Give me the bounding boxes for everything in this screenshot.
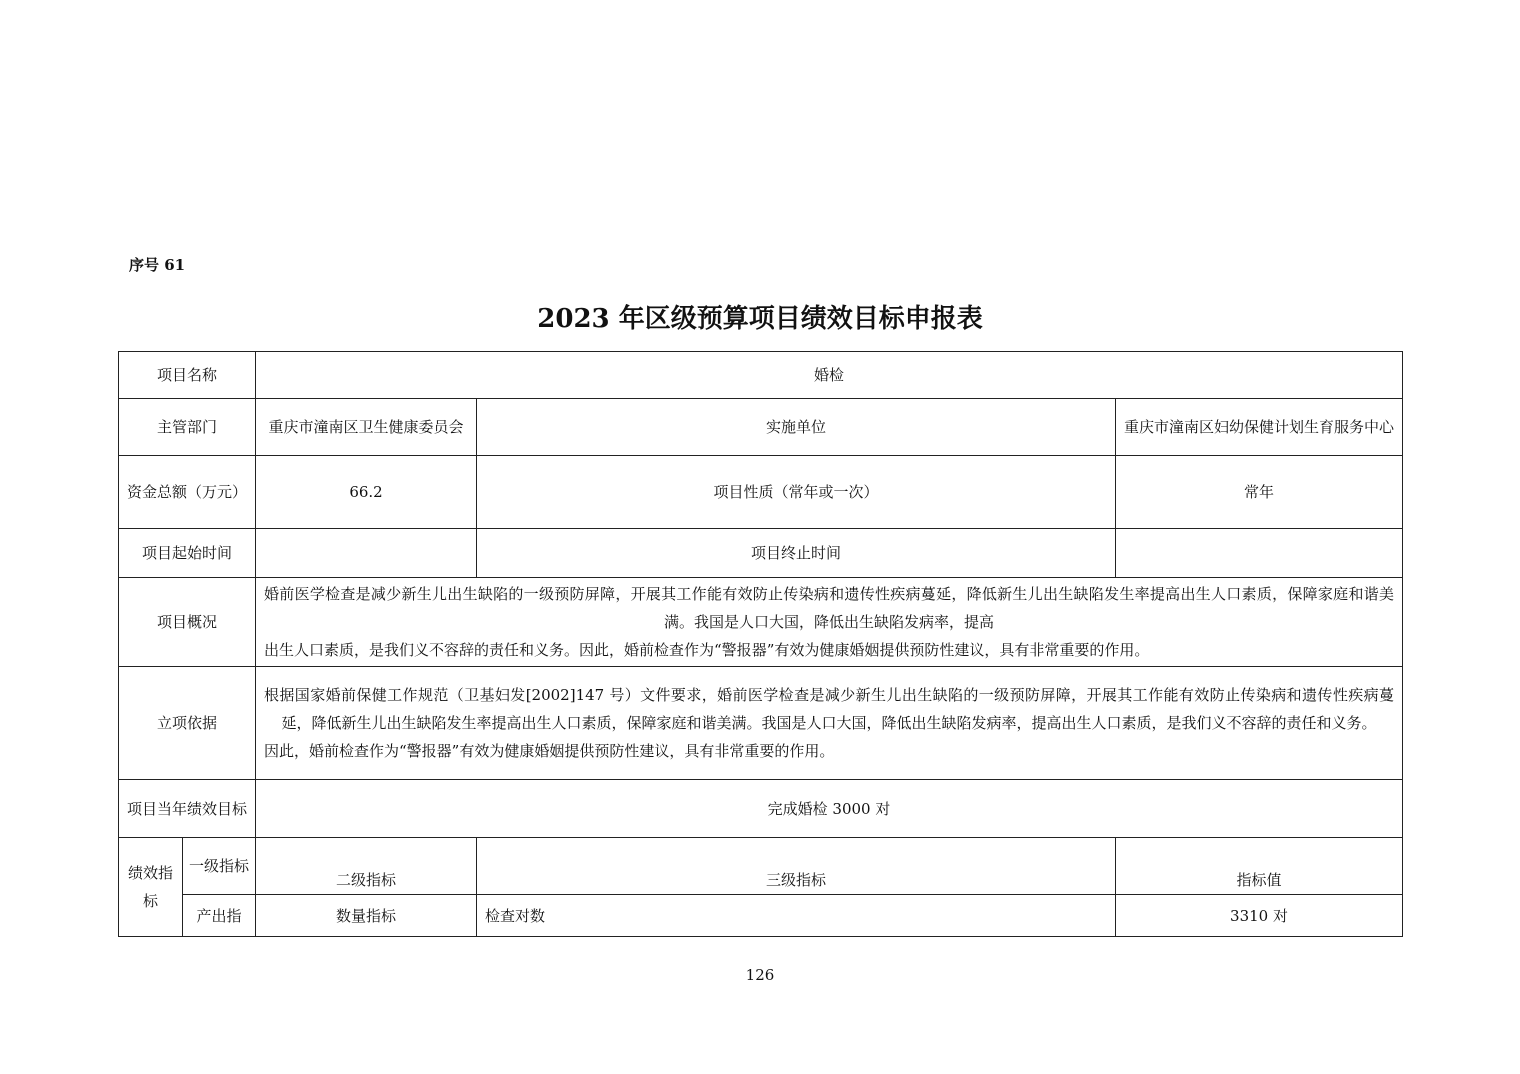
table-row [119, 895, 1403, 937]
value-end-time [1116, 529, 1403, 578]
value-annual-goal: 完成婚检 3000 对 [256, 780, 1403, 838]
header-indicator-value: 指标值 [1116, 838, 1403, 895]
label-annual-goal: 项目当年绩效目标 [119, 780, 256, 838]
row-overview [119, 578, 1403, 667]
value-nature: 常年 [1116, 456, 1403, 529]
indicator-level2: 数量指标 [256, 895, 477, 937]
overview-paragraph-2: 出生人口素质，是我们义不容辞的责任和义务。因此，婚前检查作为“警报器”有效为健康婚姻提供预防性建议，具有非常重要的作用。 [264, 641, 1150, 659]
serial-number: 序号 61 [129, 256, 186, 274]
page-title: 2023 年区级预算项目绩效目标申报表 [537, 304, 983, 334]
row-department [119, 399, 1403, 456]
indicator-level1: 产出指 [183, 895, 256, 937]
value-total-funds: 66.2 [256, 456, 477, 529]
label-indicators: 绩效指标 [119, 838, 183, 937]
value-project-name: 婚检 [256, 352, 1403, 399]
value-department: 重庆市潼南区卫生健康委员会 [256, 399, 477, 456]
value-start-time [256, 529, 477, 578]
label-basis: 立项依据 [119, 667, 256, 780]
value-overview [256, 578, 1403, 667]
label-project-name: 项目名称 [119, 352, 256, 399]
overview-paragraph-1: 婚前医学检查是减少新生儿出生缺陷的一级预防屏障，开展其工作能有效防止传染病和遗传性疾病蔓延，降低新生儿出生缺陷发生率提高出生人口素质，保障家庭和谐美满。我国是人口大国，降低出生缺陷发病率，提高 [264, 585, 1395, 631]
basis-paragraph-2: 因此，婚前检查作为“警报器”有效为健康婚姻提供预防性建议，具有非常重要的作用。 [264, 742, 835, 760]
label-end-time: 项目终止时间 [477, 529, 1116, 578]
row-annual-goal [119, 780, 1403, 838]
header-level2: 二级指标 [256, 838, 477, 895]
row-basis [119, 667, 1403, 780]
row-indicator-header [119, 838, 1403, 895]
row-time [119, 529, 1403, 578]
page-number: 126 [745, 966, 775, 984]
indicator-value: 3310 对 [1116, 895, 1403, 937]
row-funds [119, 456, 1403, 529]
label-total-funds: 资金总额（万元） [119, 456, 256, 529]
performance-goal-table [118, 351, 1403, 937]
label-implementer: 实施单位 [477, 399, 1116, 456]
indicator-level3: 检查对数 [477, 895, 1116, 937]
basis-paragraph-1: 根据国家婚前保健工作规范（卫基妇发[2002]147 号）文件要求，婚前医学检查是减少新生儿出生缺陷的一级预防屏障，开展其工作能有效防止传染病和遗传性疾病蔓延，降低新生儿出生缺陷发生率提高出生人口素质，保障家庭和谐美满。我国是人口大国，降低出生缺陷发病率，提高出生人口素质，是我们义不容辞的责任和义务。 [264, 686, 1395, 732]
label-start-time: 项目起始时间 [119, 529, 256, 578]
header-level3: 三级指标 [477, 838, 1116, 895]
value-implementer: 重庆市潼南区妇幼保健计划生育服务中心 [1116, 399, 1403, 456]
value-basis [256, 667, 1403, 780]
row-project-name [119, 352, 1403, 399]
label-department: 主管部门 [119, 399, 256, 456]
label-overview: 项目概况 [119, 578, 256, 667]
header-level1: 一级指标 [183, 838, 256, 895]
label-nature: 项目性质（常年或一次） [477, 456, 1116, 529]
